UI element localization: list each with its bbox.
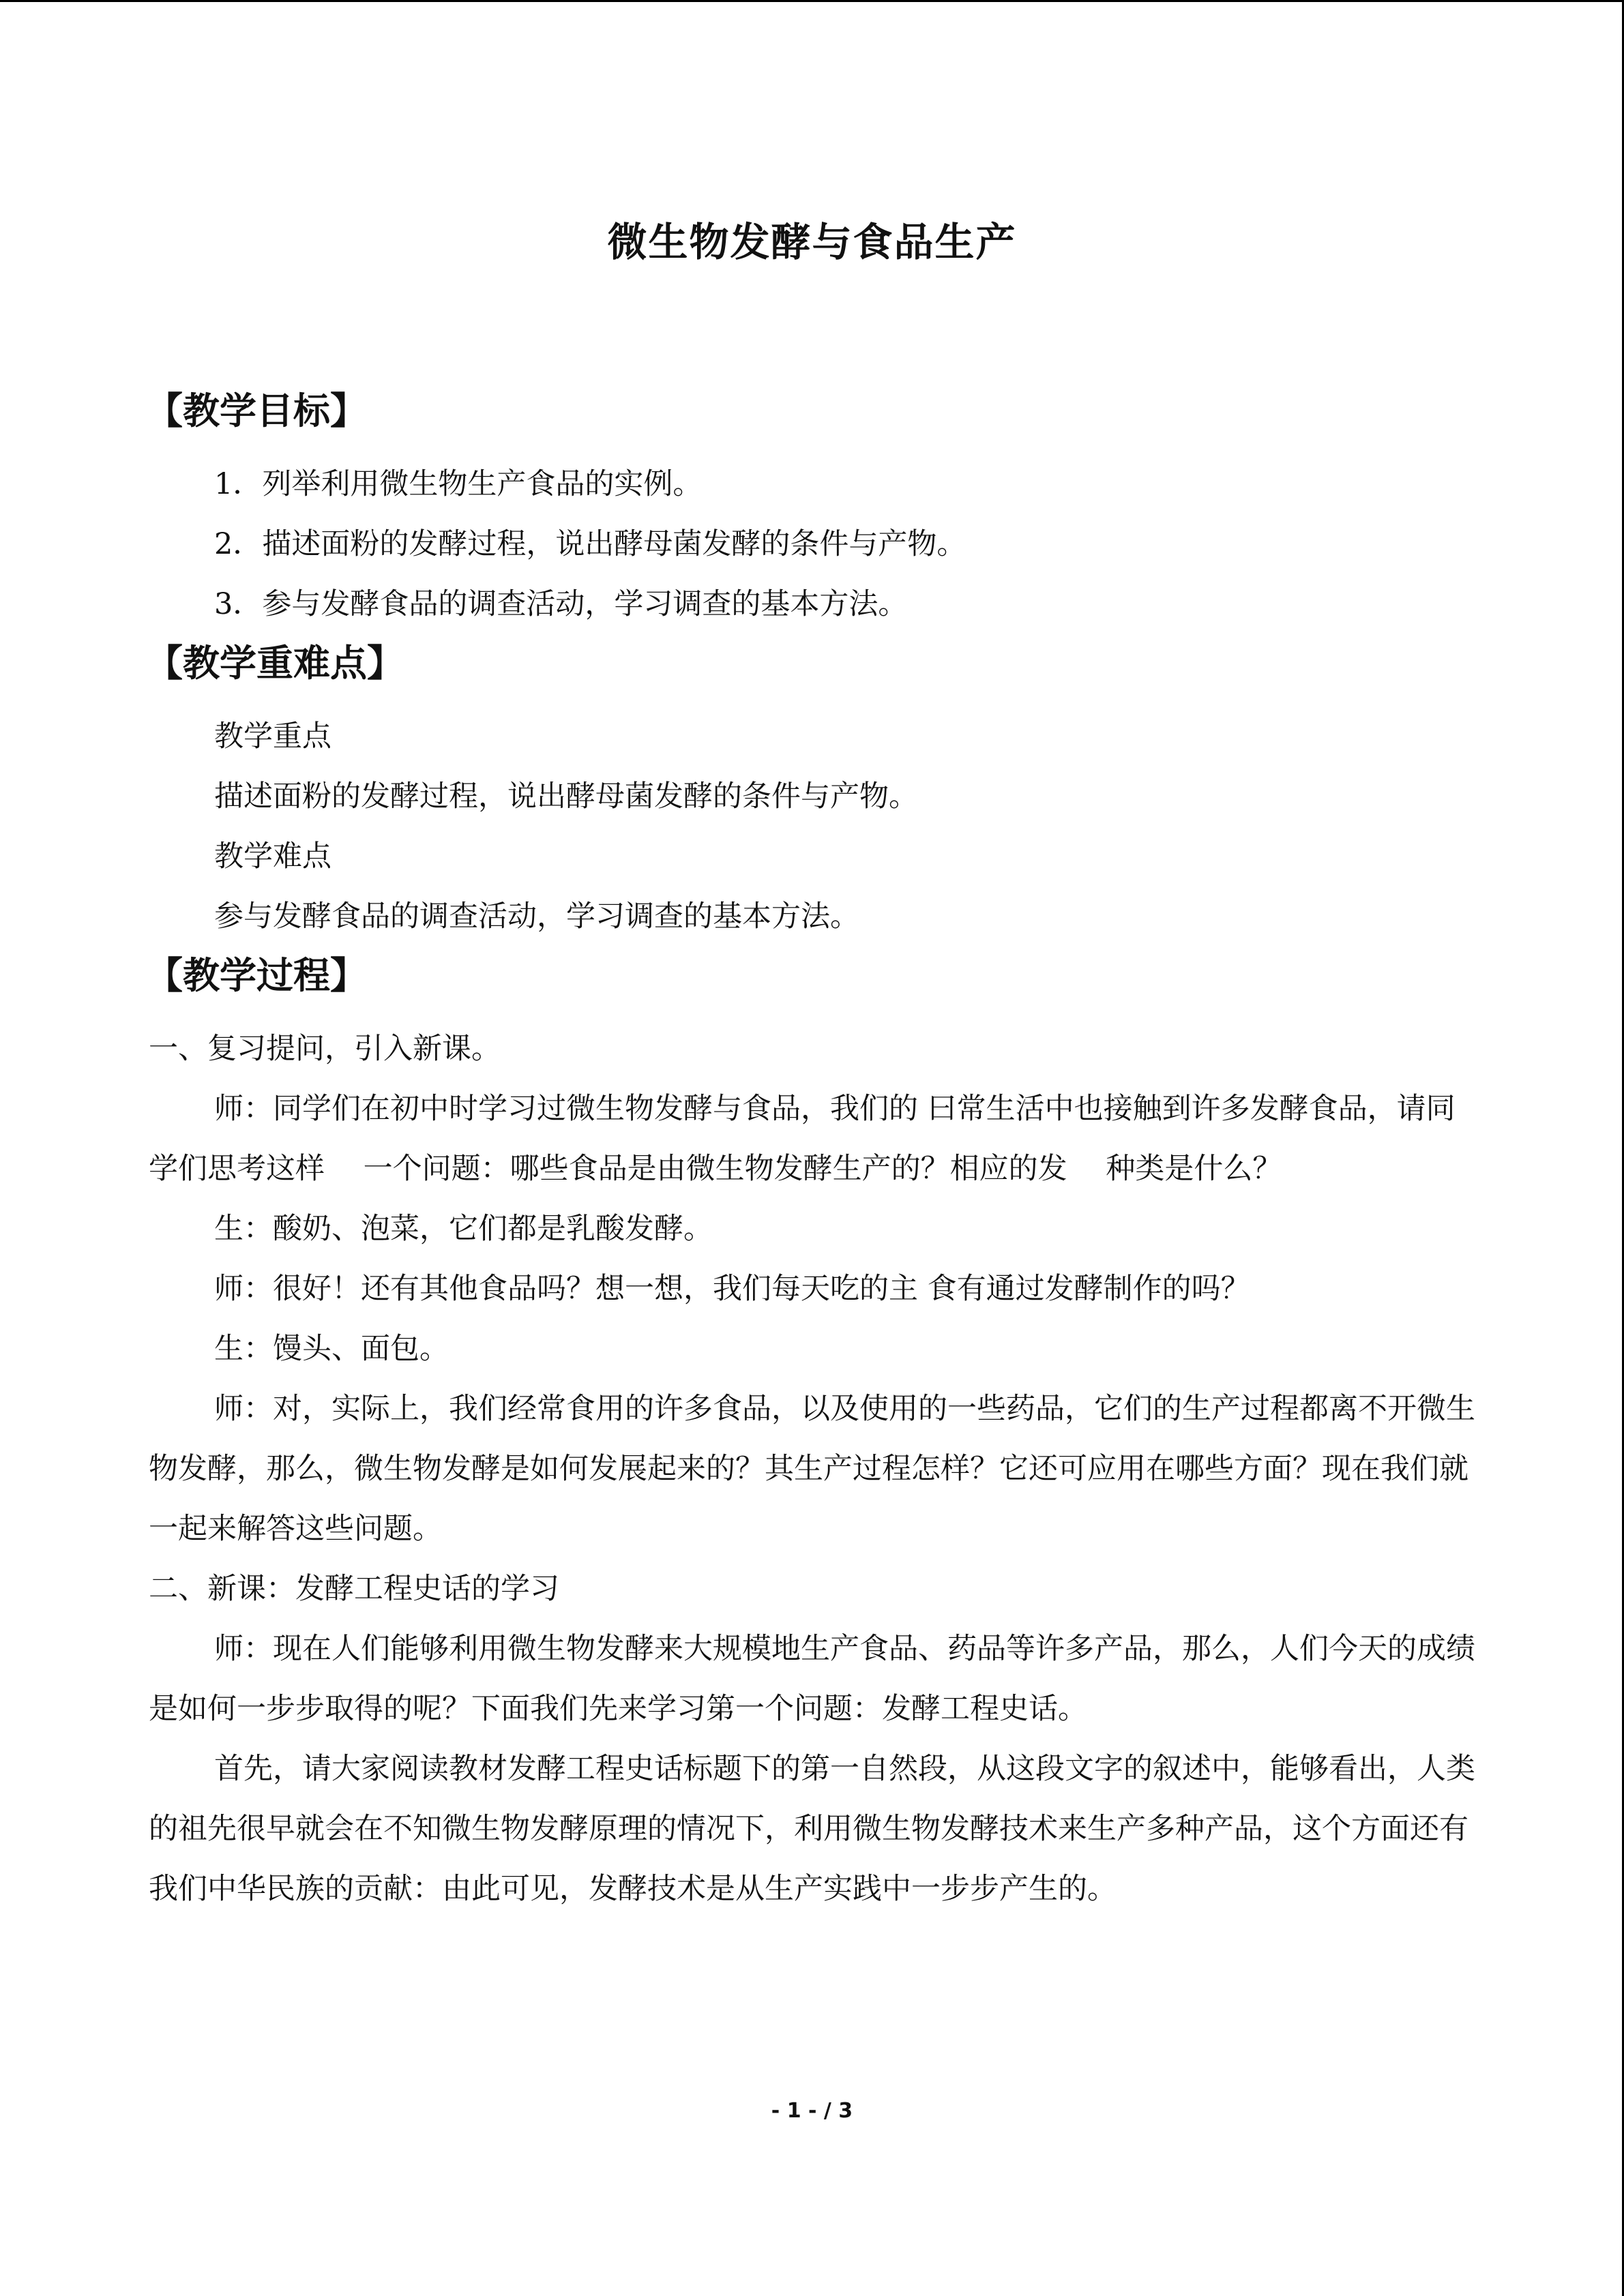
paragraph: 师：很好！还有其他食品吗？想一想，我们每天吃的主 食有通过发酵制作的吗？ xyxy=(214,1272,1250,1306)
step1-title: 一、复习提问，引入新课。 xyxy=(149,1032,501,1066)
keypoints-heading: 【教学重难点】 xyxy=(146,641,404,685)
document-title: 微生物发酵与食品生产 xyxy=(607,219,1017,265)
key-label: 教学重点 xyxy=(214,719,331,754)
paragraph: 师：对，实际上，我们经常食用的许多食品，以及使用的一些药品，它们的生产过程都离不开微生物发酵，那么，微生物发酵是如何发展起来的？其生产过程怎样？它还可应用在哪些方面？现在我们就一起来解答这些问题。 xyxy=(149,1392,1475,1546)
spacer xyxy=(149,439,1479,454)
difficult-label: 教学难点 xyxy=(214,839,331,874)
paragraph: 师：现在人们能够利用微生物发酵来大规模地生产食品、药品等许多产品，那么，人们今天的成绩是如何一步步取得的呢？下面我们先来学习第一个问题：发酵工程史话。 xyxy=(149,1632,1475,1726)
paragraph: 生：酸奶、泡菜，它们都是乳酸发酵。 xyxy=(214,1212,713,1246)
paragraph: 生：馒头、面包。 xyxy=(214,1332,449,1366)
document-body xyxy=(146,382,1479,1919)
paragraph: 首先，请大家阅读教材发酵工程史话标题下的第一自然段，从这段文字的叙述中，能够看出，人类的祖先很早就会在不知微生物发酵原理的情况下，利用微生物发酵技术来生产多种产品，这个方面还有我们中华民族的贡献：由此可见，发酵技术是从生产实践中一步步产生的。 xyxy=(149,1752,1475,1906)
objectives-heading: 【教学目标】 xyxy=(146,389,367,432)
objective-item: 1．列举利用微生物生产食品的实例。 xyxy=(214,467,703,501)
key-text: 描述面粉的发酵过程，说出酵母菌发酵的条件与产物。 xyxy=(214,779,918,814)
spacer xyxy=(149,691,1479,706)
difficult-text: 参与发酵食品的调查活动，学习调查的基本方法。 xyxy=(214,899,859,934)
step2-title: 二、新课：发酵工程史话的学习 xyxy=(149,1572,559,1606)
objective-item: 2．描述面粉的发酵过程，说出酵母菌发酵的条件与产物。 xyxy=(214,527,966,561)
spacer xyxy=(149,1004,1479,1019)
objective-item: 3．参与发酵食品的调查活动，学习调查的基本方法。 xyxy=(214,587,908,621)
page-number: - 1 - / 3 xyxy=(771,2099,853,2123)
process-heading: 【教学过程】 xyxy=(146,953,367,997)
paragraph: 师：同学们在初中时学习过微生物发酵与食品，我们的 曰常生活中也接触到许多发酵食品，请同学们思考这样 一个问题：哪些食品是由微生物发酵生产的？相应的发 种类是什么？ xyxy=(149,1092,1456,1186)
